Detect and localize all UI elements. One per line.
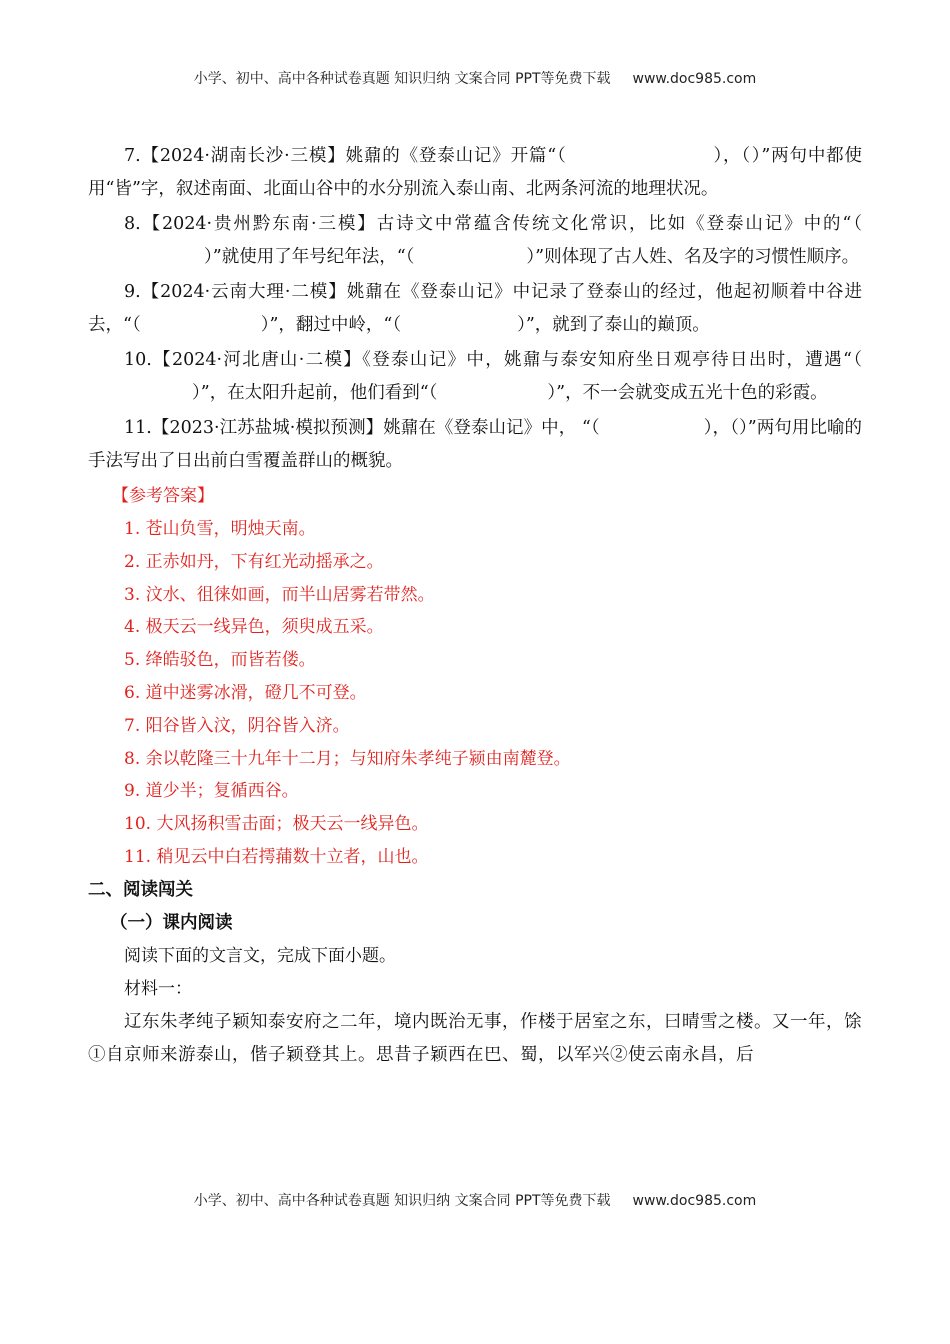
page-header: [0, 68, 950, 88]
material-label: 材料一：: [124, 978, 192, 999]
subsection-title: （一）课内阅读: [110, 912, 233, 933]
answer-item: 6. 道中迷雾冰滑，磴几不可登。: [124, 682, 367, 703]
answer-item: 5. 绛皓驳色，而皆若偻。: [124, 650, 316, 671]
document-body: [88, 140, 862, 1072]
answer-item: 11. 稍见云中白若摴蒱数十立者，山也。: [124, 846, 429, 867]
reading-passage: 辽东朱孝纯子颖知泰安府之二年，境内既治无事，作楼于居室之东，曰晴雪之楼。又一年，馀①自京师来游泰山，偕子颖登其上。思昔子颖西在巴、蜀，以军兴②使云南永昌，后: [88, 1011, 862, 1065]
answer-item: 2. 正赤如丹，下有红光动摇承之。: [124, 551, 384, 572]
header-text: 小学、初中、高中各种试卷真题 知识归纳 文案合同 PPT等免费下载: [193, 71, 611, 87]
answer-item: 3. 汶水、徂徕如画，而半山居雾若带然。: [124, 584, 435, 605]
answer-item: 10. 大风扬积雪击面；极天云一线异色。: [124, 814, 429, 835]
answer-item: 9. 道少半；复循西谷。: [124, 781, 299, 802]
answer-item: 7. 阳谷皆入汶，阴谷皆入济。: [124, 715, 350, 736]
reading-instruction: 阅读下面的文言文，完成下面小题。: [124, 945, 396, 966]
section-title: 二、阅读闯关: [88, 879, 193, 900]
question-10: 10.【2024·河北唐山·二模】《登泰山记》中，姚鼐与泰安知府坐日观亭待日出时，遭遇“（）”，在太阳升起前，他们看到“（ ）”，不一会就变成五光十色的彩霞。: [124, 350, 862, 403]
question-7: 7.【2024·湖南长沙·三模】姚鼐的《登泰山记》开篇“（ ），（）”两句中都使用“皆”字，叙述南面、北面山谷中的水分别流入泰山南、北两条河流的地理状况。: [88, 146, 863, 199]
answer-item: 1. 苍山负雪，明烛天南。: [124, 519, 316, 539]
question-8: 8.【2024·贵州黔东南·三模】古诗文中常蕴含传统文化常识，比如《登泰山记》中的“（）”就使用了年号纪年法，“（ ）”则体现了古人姓、名及字的习惯性顺序。: [124, 214, 862, 267]
footer-site-link[interactable]: www.doc985.com: [632, 1193, 757, 1209]
answer-item: 8. 余以乾隆三十九年十二月；与知府朱孝纯子颍由南麓登。: [124, 748, 571, 769]
answer-key-title: 【参考答案】: [112, 486, 214, 506]
page-footer: [0, 1190, 950, 1210]
header-site-link[interactable]: www.doc985.com: [632, 71, 757, 87]
answer-item: 4. 极天云一线异色，须臾成五采。: [124, 617, 384, 638]
question-11: 11.【2023·江苏盐城·模拟预测】姚鼐在《登泰山记》中， “（ ），（）”两句用比喻的手法写出了日出前白雪覆盖群山的概貌。: [88, 418, 863, 471]
footer-text: 小学、初中、高中各种试卷真题 知识归纳 文案合同 PPT等免费下载: [193, 1193, 611, 1209]
question-9: 9.【2024·云南大理·二模】姚鼐在《登泰山记》中记录了登泰山的经过，他起初顺着中谷进去，“（ ）”，翻过中岭，“（ ）”，就到了泰山的巅顶。: [88, 282, 862, 335]
